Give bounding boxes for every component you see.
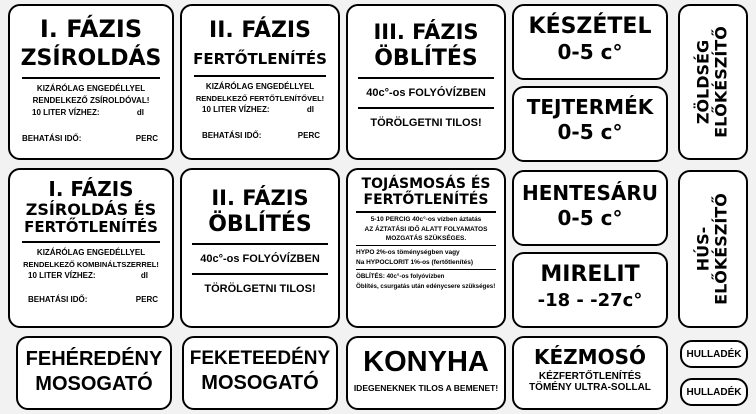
time-row xyxy=(182,130,338,142)
label-subtitle: FERTŐTLENÍTÉS xyxy=(24,218,158,237)
label-line: ELŐKÉSZÍTŐ xyxy=(712,26,731,138)
note-line: KIZÁRÓLAG ENGEDÉLLYEL xyxy=(205,81,315,91)
label-line: TÖMÉNY ULTRA-SOLLAL xyxy=(529,382,651,393)
time-label: BEHATÁSI IDŐ: xyxy=(202,130,262,140)
water-row xyxy=(182,104,338,116)
label-phase2-disinfect xyxy=(180,4,340,160)
divider xyxy=(358,77,494,79)
label-subtitle: MOSOGATÓ xyxy=(35,373,153,395)
label-hand-wash xyxy=(512,336,668,410)
text-line: AZ ÁZTATÁSI IDŐ ALATT FOLYAMATOS xyxy=(364,225,488,233)
label-title: FEHÉREDÉNY xyxy=(25,348,163,370)
label-line: ZÖLDSÉG xyxy=(693,39,713,125)
soak-instructions xyxy=(348,215,504,243)
vertical-label xyxy=(695,193,732,305)
vertical-label xyxy=(695,26,732,138)
label-subtitle: ZSÍROLDÁS ÉS xyxy=(25,200,157,219)
text-line: Öblítés, csurgatás után edénycsere szükséges! xyxy=(356,283,496,291)
label-egg-washing xyxy=(346,168,506,328)
label-title: KÉSZÉTEL xyxy=(528,14,652,39)
temperature: 0-5 c° xyxy=(557,120,623,144)
water-unit: dl xyxy=(136,107,144,117)
label-black-dishwasher xyxy=(182,336,338,410)
label-title: II. FÁZIS xyxy=(211,186,309,210)
time-label: BEHATÁSI IDŐ: xyxy=(22,133,82,143)
rinse-instructions xyxy=(348,272,504,292)
label-meat-prep xyxy=(678,170,748,328)
hypo-instructions xyxy=(348,248,504,267)
note-line: KIZÁRÓLAG ENGEDÉLLYEL xyxy=(36,247,146,257)
temperature: 0-5 c° xyxy=(557,40,623,65)
label-title: MIRELIT xyxy=(540,262,640,287)
note-line: RENDELKEZŐ ZSÍROLDÓVAL! xyxy=(32,95,150,105)
label-subtitle: ÖBLÍTÉS xyxy=(208,212,312,238)
label-subtitle: MOSOGATÓ xyxy=(201,371,319,394)
label-waste-top: HULLADÉK xyxy=(680,340,748,368)
label-title: I. FÁZIS xyxy=(48,177,134,201)
label-title: KÉZMOSÓ xyxy=(534,345,646,369)
label-line: HÚS- xyxy=(693,226,713,272)
text-line: ÖBLÍTÉS: 40c°-os folyóvízben xyxy=(356,273,445,281)
label-waste-bottom: HULLADÉK xyxy=(680,378,748,406)
time-unit: PERC xyxy=(135,294,158,304)
label-title: TEJTERMÉK xyxy=(526,95,654,119)
label-vegetable-prep xyxy=(678,4,748,160)
label-subtitle: IDEGENEKNEK TILOS A BEMENET! xyxy=(353,383,499,394)
label-subtitle: FERTŐTLENÍTÉS xyxy=(193,50,327,69)
divider xyxy=(356,211,496,213)
temperature: 0-5 c° xyxy=(557,206,623,230)
text-line: Na HYPOCLORIT 1%-os (fertőtlenítés) xyxy=(356,258,474,266)
time-unit: PERC xyxy=(135,133,158,143)
label-kitchen xyxy=(346,336,506,410)
divider xyxy=(22,77,160,79)
label-phase2-rinse xyxy=(180,168,340,328)
divider xyxy=(192,273,328,275)
label-white-dishwasher xyxy=(16,336,172,410)
label-title: II. FÁZIS xyxy=(209,18,311,43)
temperature: -18 - -27c° xyxy=(537,290,643,312)
note-line: RENDELKEZŐ FERTŐTLENÍTŐVEL! xyxy=(195,93,325,103)
label-subtitle: ZSÍROLDÁS xyxy=(20,45,162,71)
time-row xyxy=(10,294,172,306)
divider xyxy=(194,75,326,77)
label-title: HENTESÁRU xyxy=(522,181,658,205)
water-label: 10 LITER VÍZHEZ: xyxy=(32,107,100,117)
label-title: KONYHA xyxy=(363,346,489,378)
label-frozen xyxy=(512,252,668,328)
divider xyxy=(356,245,496,246)
time-label: BEHATÁSI IDŐ: xyxy=(28,294,88,304)
warning-text: TÖRÖLGETNI TILOS! xyxy=(204,283,316,296)
water-unit: dl xyxy=(140,270,148,280)
water-instruction: 40c°-os FOLYÓVÍZBEN xyxy=(200,253,320,266)
label-phase3-rinse xyxy=(346,4,506,160)
time-row xyxy=(10,133,172,145)
water-row xyxy=(10,107,172,119)
water-row xyxy=(10,270,172,282)
label-dairy xyxy=(512,86,668,162)
label-title: FEKETEEDÉNY xyxy=(189,348,331,369)
label-ready-meal xyxy=(512,4,668,80)
divider xyxy=(22,241,160,243)
water-unit: dl xyxy=(306,104,314,114)
label-subtitle: FERTŐTLENÍTÉS xyxy=(363,192,489,209)
label-phase1-degrease xyxy=(8,4,174,160)
water-label: 10 LITER VÍZHEZ: xyxy=(28,270,96,280)
label-phase1-combined xyxy=(8,168,174,328)
water-label: 10 LITER VÍZHEZ: xyxy=(202,104,270,114)
label-line: KÉZFERTŐTLENÍTÉS xyxy=(538,371,642,382)
note-line: RENDELKEZŐ KOMBINÁLTSZERREL! xyxy=(23,259,159,269)
time-unit: PERC xyxy=(297,130,320,140)
water-instruction: 40c°-os FOLYÓVÍZBEN xyxy=(366,87,486,100)
divider xyxy=(192,243,328,245)
divider xyxy=(358,107,494,109)
label-title: I. FÁZIS xyxy=(39,15,143,43)
label-meat-goods xyxy=(512,170,668,246)
label-subtitle: ÖBLÍTÉS xyxy=(374,46,478,72)
warning-text: TÖRÖLGETNI TILOS! xyxy=(370,117,482,130)
text-line: 5-10 PERCIG 40c°-os vízben áztatás xyxy=(370,216,482,224)
note-line: KIZÁRÓLAG ENGEDÉLLYEL xyxy=(36,83,146,93)
label-line: ELŐKÉSZÍTŐ xyxy=(712,193,731,305)
label-title: TOJÁSMOSÁS ÉS xyxy=(361,176,491,192)
text-line: MOZGATÁS SZÜKSÉGES. xyxy=(385,235,467,243)
label-title: III. FÁZIS xyxy=(373,20,479,44)
text-line: HYPO 2%-os töménységben vagy xyxy=(356,249,460,257)
divider xyxy=(356,269,496,270)
